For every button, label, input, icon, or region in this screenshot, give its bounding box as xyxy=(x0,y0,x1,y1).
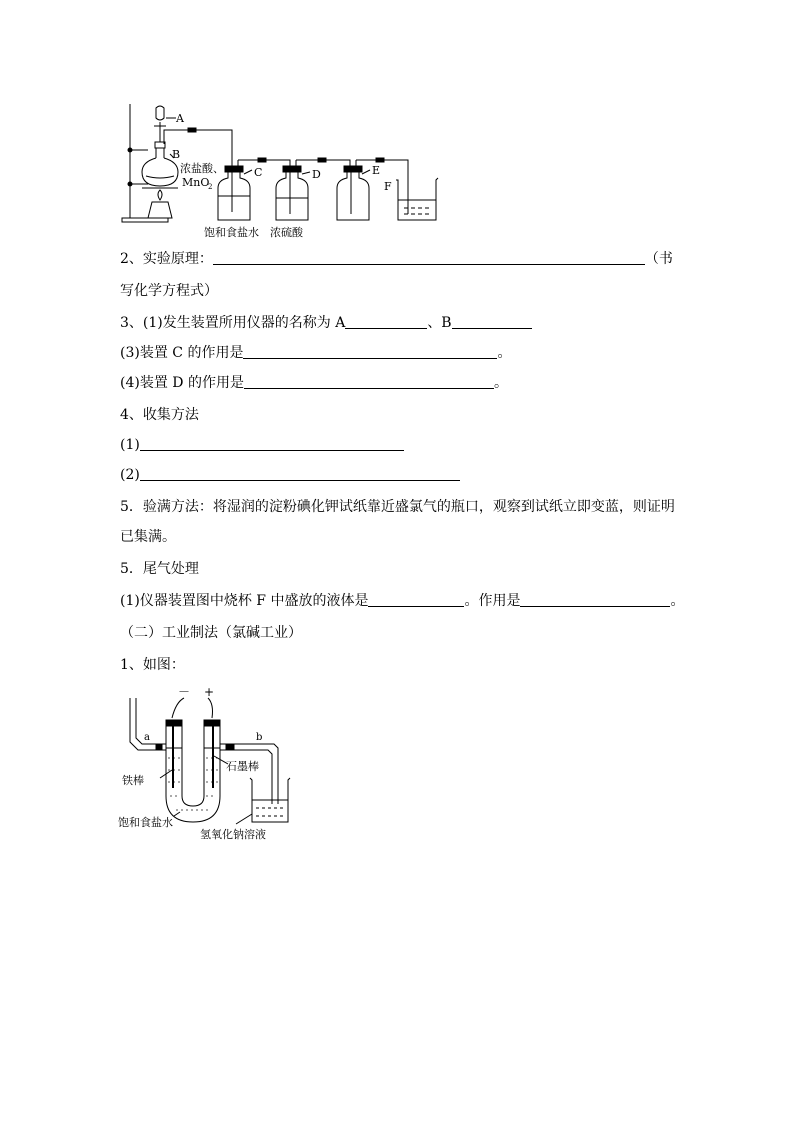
naoh-solution-label: 氢氧化钠溶液 xyxy=(200,828,266,841)
q4-blank-2[interactable] xyxy=(140,466,460,481)
reagent-hcl: 浓盐酸、 xyxy=(180,162,224,175)
graphite-rod-label: 石墨棒 xyxy=(226,760,259,773)
q3-blank-a[interactable] xyxy=(345,314,427,329)
label-a: A xyxy=(176,112,184,125)
q3-d-prefix: (4)装置 D 的作用是 xyxy=(120,375,244,391)
section2-figure-intro: 1、如图： xyxy=(120,657,185,673)
q5-line1: 5．验满方法：将湿润的淀粉碘化钾试纸靠近盛氯气的瓶口，观察到试纸立即变蓝，则证明 xyxy=(120,499,675,515)
q4-item1 xyxy=(120,436,404,454)
q4-title: 4、收集方法 xyxy=(120,407,199,423)
q5b-blank-liquid[interactable] xyxy=(368,592,464,607)
q3-c-prefix: (3)装置 C 的作用是 xyxy=(120,345,244,361)
label-d: D xyxy=(312,168,321,181)
label-b: B xyxy=(172,148,181,161)
label-b: b xyxy=(256,732,263,743)
chlorine-apparatus-figure xyxy=(118,96,448,239)
q2-answer-blank[interactable] xyxy=(213,250,645,265)
q3-d-period: 。 xyxy=(493,375,508,391)
q3-line1 xyxy=(120,314,532,332)
q3-blank-c[interactable] xyxy=(243,344,497,359)
q5b-line xyxy=(120,592,684,610)
u-tube-inner xyxy=(182,726,204,806)
q5b-prefix: (1)仪器装置图中烧杯 F 中盛放的液体是 xyxy=(120,593,369,609)
tube-b xyxy=(220,744,278,804)
beaker-f xyxy=(396,178,438,220)
separatory-funnel xyxy=(156,106,164,120)
label-f: F xyxy=(384,180,392,193)
q4-item1-label: (1) xyxy=(120,437,140,453)
label-c: C xyxy=(254,166,263,179)
q4-item2-label: (2) xyxy=(120,467,140,483)
bottle-d xyxy=(276,172,308,220)
wire-positive xyxy=(208,698,213,718)
q5b-period: 。 xyxy=(670,593,685,609)
tube-a xyxy=(136,698,166,744)
q3-prefix: 3、(1)发生装置所用仪器的名称为 A xyxy=(120,315,346,331)
q2-prefix: 2、实验原理： xyxy=(120,251,213,267)
u-tube-outer xyxy=(166,726,220,822)
brine-label: 饱和食盐水 xyxy=(118,816,173,829)
q2-line xyxy=(120,250,673,268)
q2-continuation: 写化学方程式） xyxy=(120,283,218,299)
caption-conc-sulfuric: 浓硫酸 xyxy=(270,226,303,239)
q5b-mid: 。作用是 xyxy=(464,593,521,609)
negative-terminal: － xyxy=(178,685,191,699)
label-a: a xyxy=(144,732,150,743)
round-bottom-flask xyxy=(142,158,178,186)
caption-saturated-brine: 饱和食盐水 xyxy=(204,226,259,239)
bottle-e xyxy=(337,172,369,220)
q5b-blank-purpose[interactable] xyxy=(520,592,670,607)
q3-blank-b[interactable] xyxy=(452,314,532,329)
iron-rod-label: 铁棒 xyxy=(122,774,144,787)
electrolysis-figure xyxy=(116,684,296,840)
q3-c-period: 。 xyxy=(497,345,512,361)
positive-terminal: + xyxy=(204,685,215,699)
q5-line2: 已集满。 xyxy=(120,529,176,545)
reagent-mno2: MnO xyxy=(182,176,210,189)
q4-blank-1[interactable] xyxy=(140,436,404,451)
q4-item2 xyxy=(120,466,460,484)
label-e: E xyxy=(372,164,381,177)
q3-blank-d[interactable] xyxy=(244,374,494,389)
section2-title: （二）工业制法（氯碱工业） xyxy=(120,625,302,641)
q3-line-c xyxy=(120,344,511,362)
q5b-title: 5．尾气处理 xyxy=(120,561,199,577)
q3-mid: 、B xyxy=(427,315,452,331)
alcohol-lamp xyxy=(148,202,172,218)
q3-line-d xyxy=(120,374,508,392)
q2-suffix: （书 xyxy=(644,251,673,267)
stand-base xyxy=(122,218,168,222)
wire-negative xyxy=(172,698,184,718)
reagent-mno2-subscript: 2 xyxy=(208,183,213,191)
